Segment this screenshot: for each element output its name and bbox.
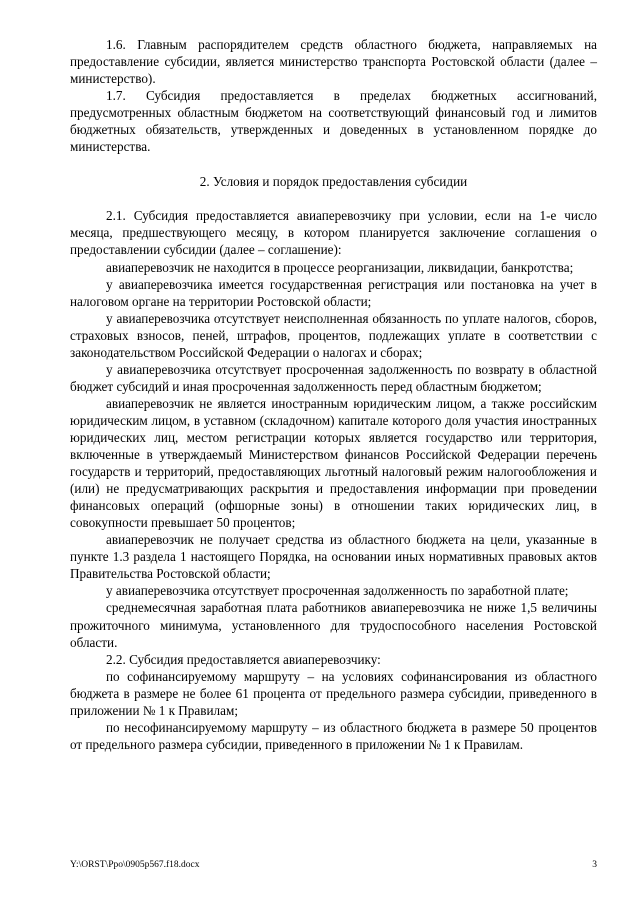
condition-no-other-funds: авиаперевозчик не получает средства из областного бюджета на цели, указанные в пункте 1.3 раздела 1 настоящего Порядка, на основании иных нормативных правовых актов Правительства Ростовской области; xyxy=(70,532,597,582)
condition-registration: у авиаперевозчика имеется государственная регистрация или постановка на учет в налоговом органе на территории Ростовской области; xyxy=(70,276,597,309)
non-cofinanced-route: по несофинансируемому маршруту – из областного бюджета в размере 50 процентов от предельного размера субсидии, приведенного в приложении № 1 к Правилам. xyxy=(70,719,597,752)
condition-average-salary: среднемесячная заработная плата работников авиаперевозчика не ниже 1,5 величины прожиточного минимума, установленного для трудоспособного населения Ростовской области. xyxy=(70,600,597,650)
condition-not-foreign: авиаперевозчик не является иностранным юридическим лицом, а также российским юридическим лицом, в уставном (складочном) капитале которого доля участия иностранных юридических лиц, местом регистрации которых является государство или территория, включенные в утверждаемый Министерством финансов Российской Федерации перечень государств и территорий, предоставляющих льготный налоговый режим налогообложения и (или) не предусматривающих раскрытия и предоставления информации при проведении финансовых операций (офшорные зоны) в отношении таких юридических лиц, в совокупности превышает 50 процентов; xyxy=(70,395,597,531)
page-footer xyxy=(70,860,597,870)
section-heading: 2. Условия и порядок предоставления субсидии xyxy=(199,174,468,190)
condition-no-tax-debt: у авиаперевозчика отсутствует неисполненная обязанность по уплате налогов, сборов, страховых взносов, пеней, штрафов, процентов, подлежащих уплате в соответствии с законодательством Российской Федерации о налогах и сборах; xyxy=(70,310,597,360)
document-page xyxy=(70,36,597,753)
page-number: 3 xyxy=(592,860,597,870)
condition-no-reorganization: авиаперевозчик не находится в процессе реорганизации, ликвидации, банкротства; xyxy=(106,259,574,275)
paragraph-1-6: 1.6. Главным распорядителем средств областного бюджета, направляемых на предоставление субсидии, является министерство транспорта Ростовской области (далее – министерство). xyxy=(70,37,597,87)
condition-no-salary-debt: у авиаперевозчика отсутствует просроченная задолженность по заработной плате; xyxy=(106,583,569,599)
condition-no-budget-debt: у авиаперевозчика отсутствует просроченная задолженность по возврату в областной бюджет субсидий и иная просроченная задолженность перед областным бюджетом; xyxy=(70,361,597,394)
paragraph-1-7: 1.7. Субсидия предоставляется в пределах бюджетных ассигнований, предусмотренных областным бюджетом на соответствующий финансовый год и лимитов бюджетных обязательств, утвержденных и доведенных в установленном порядке до министерства. xyxy=(70,88,597,155)
paragraph-2-1: 2.1. Субсидия предоставляется авиаперевозчику при условии, если на 1-е число месяца, предшествующего месяцу, в котором планируется заключение соглашения о предоставлении субсидии (далее – соглашение): xyxy=(70,208,597,258)
footer-file-path: Y:\ORST\Ppo\0905p567.f18.docx xyxy=(70,860,200,870)
paragraph-2-2: 2.2. Субсидия предоставляется авиаперевозчику: xyxy=(106,651,381,667)
cofinanced-route: по софинансируемому маршруту – на условиях софинансирования из областного бюджета в размере не более 61 процента от предельного размера субсидии, приведенного в приложении № 1 к Правилам; xyxy=(70,668,597,718)
